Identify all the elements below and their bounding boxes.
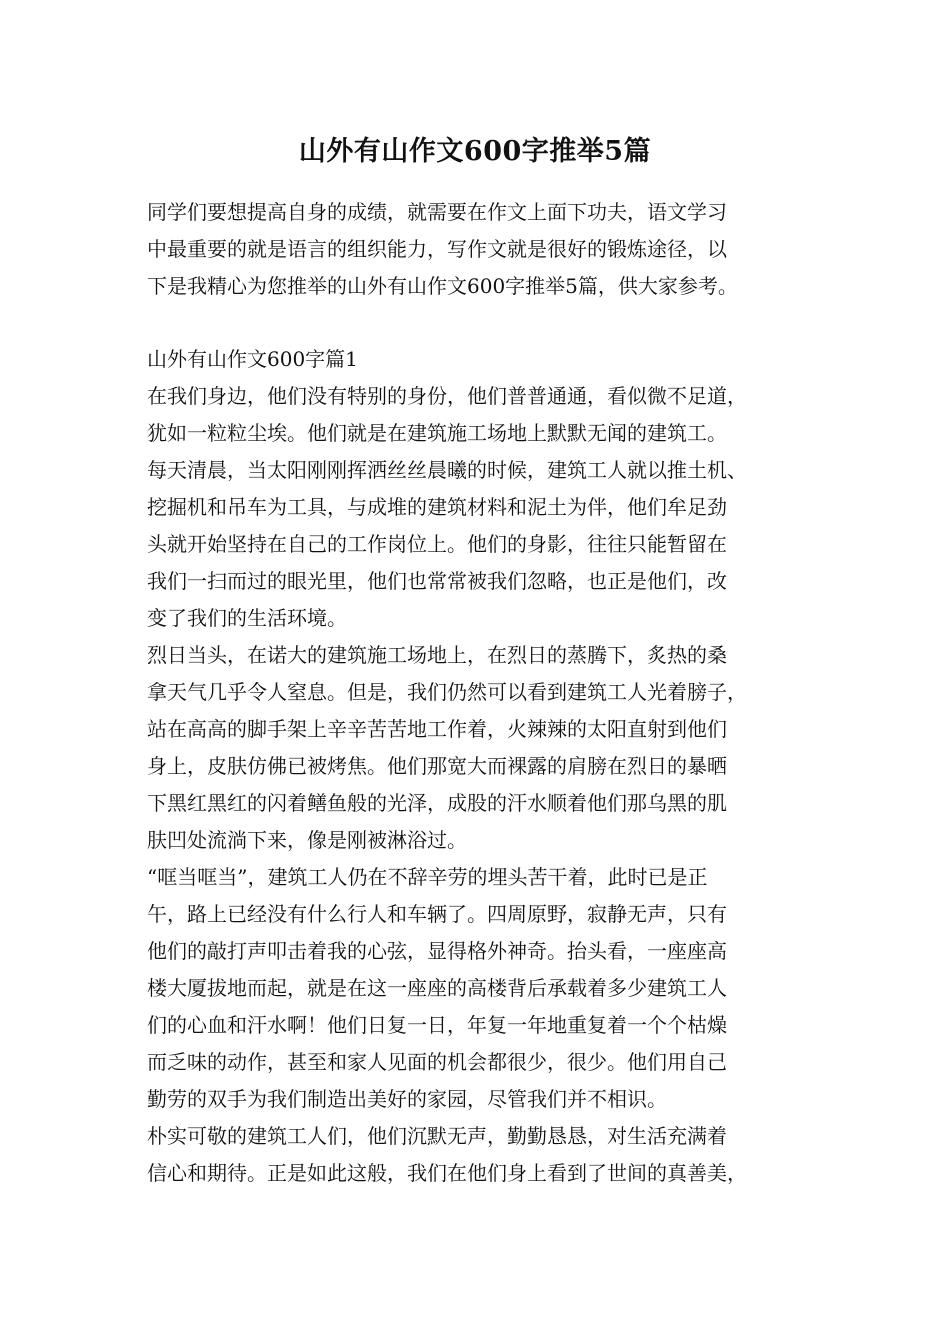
intro-line: 同学们要想提高自身的成绩，就需要在作文上面下功夫，语文学习: [147, 200, 727, 224]
body-line: 们的心血和汗水啊！他们日复一日，年复一年地重复着一个个枯燥: [147, 1013, 727, 1037]
body-line: 烈日当头，在诺大的建筑施工场地上，在烈日的蒸腾下，炙热的桑: [147, 643, 727, 667]
document-title: 山外有山作文600字推举5篇: [298, 136, 652, 167]
intro-line: 中最重要的就是语言的组织能力，写作文就是很好的锻炼途径，以: [147, 237, 727, 261]
body-line: 犹如一粒粒尘埃。他们就是在建筑施工场地上默默无闻的建筑工。: [147, 421, 727, 445]
body-line: 信心和期待。正是如此这般，我们在他们身上看到了世间的真善美，: [147, 1161, 747, 1185]
body-line: 下黑红黑红的闪着鳝鱼般的光泽，成股的汗水顺着他们那乌黑的肌: [147, 791, 727, 815]
body-line: 身上，皮肤仿佛已被烤焦。他们那宽大而裸露的肩膀在烈日的暴晒: [147, 754, 727, 778]
body-line: 我们一扫而过的眼光里，他们也常常被我们忽略，也正是他们，改: [147, 569, 727, 593]
body-line: 勤劳的双手为我们制造出美好的家园，尽管我们并不相识。: [147, 1087, 667, 1111]
body-line: 每天清晨，当太阳刚刚挥洒丝丝晨曦的时候，建筑工人就以推土机、: [147, 458, 747, 482]
body-line: 楼大厦拔地而起，就是在这一座座的高楼背后承载着多少建筑工人: [147, 976, 727, 1000]
body-line: 挖掘机和吊车为工具，与成堆的建筑材料和泥土为伴，他们牟足劲: [147, 495, 727, 519]
body-line: 站在高高的脚手架上辛辛苦苦地工作着，火辣辣的太阳直射到他们: [147, 717, 727, 741]
body-line: 而乏味的动作，甚至和家人见面的机会都很少，很少。他们用自己: [147, 1050, 727, 1074]
body-line: 拿天气几乎令人窒息。但是，我们仍然可以看到建筑工人光着膀子，: [147, 680, 747, 704]
body-line: “哐当哐当”，建筑工人仍在不辞辛劳的埋头苦干着，此时已是正: [147, 865, 708, 889]
intro-line: 下是我精心为您推举的山外有山作文600字推举5篇，供大家参考。: [147, 274, 738, 298]
body-line: 变了我们的生活环境。: [147, 606, 347, 630]
body-line: 他们的敲打声叩击着我的心弦，显得格外神奇。抬头看，一座座高: [147, 939, 727, 963]
body-line: 在我们身边，他们没有特别的身份，他们普普通通，看似微不足道，: [147, 384, 747, 408]
section-heading: 山外有山作文600字篇1: [147, 347, 358, 371]
body-line: 头就开始坚持在自己的工作岗位上。他们的身影，往往只能暂留在: [147, 532, 727, 556]
body-line: 肤凹处流淌下来，像是刚被淋浴过。: [147, 828, 467, 852]
body-line: 朴实可敬的建筑工人们，他们沉默无声，勤勤恳恳，对生活充满着: [147, 1124, 727, 1148]
body-line: 午，路上已经没有什么行人和车辆了。四周原野，寂静无声，只有: [147, 902, 727, 926]
